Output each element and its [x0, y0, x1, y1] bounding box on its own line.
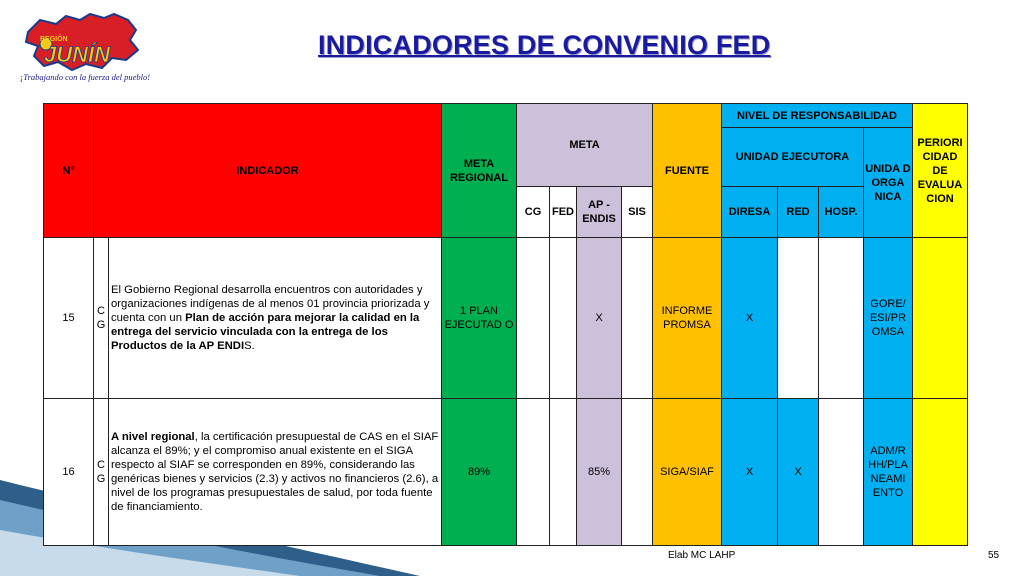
row-meta-fed	[550, 399, 577, 546]
header-num: N°	[44, 104, 94, 238]
indicador-bold-text: Plan de acción para mejorar la calidad en la entrega del servicio vinculada con la entrega de los Productos de la AP ENDI	[111, 312, 420, 352]
region-junin-logo	[18, 10, 151, 88]
header-unidad-organica: UNIDA D ORGA NICA	[864, 128, 913, 238]
footer-page-number: 55	[988, 550, 1000, 561]
row-periodicidad	[913, 399, 968, 546]
row-red	[778, 238, 819, 399]
row-meta-cg	[517, 238, 550, 399]
header-periodicidad: PERIORI CIDAD DE EVALUA CION	[913, 104, 968, 238]
header-red: RED	[778, 187, 819, 238]
row-hosp	[819, 399, 864, 546]
header-indicador: INDICADOR	[94, 104, 442, 238]
row-meta-fed	[550, 238, 577, 399]
header-diresa: DIRESA	[722, 187, 778, 238]
row-diresa: X	[722, 399, 778, 546]
row-fuente: INFORME PROMSA	[653, 238, 722, 399]
indicador-text: S.	[244, 340, 255, 352]
row-indicador	[109, 399, 442, 546]
indicador-text: , la certificación presupuestal de CAS en el SIAF alcanza el 89%; y el compromiso anual existente en el SIGA respecto al SIAF se corresponden en 89%, considerando las genéricas bienes y servicios (2.3) y activos no financieros (2.6), a nivel de los programas presupuestales de salud, por toda fuente de financiamiento.	[111, 431, 439, 513]
indicador-text: El Gobierno Regional desarrolla encuentros con autoridades y organizaciones indígenas de al menos 01 provincia priorizada y cuenta con un	[111, 284, 430, 324]
indicador-bold-text: A nivel regional	[111, 431, 195, 443]
header-fed: FED	[550, 187, 577, 238]
indicators-table	[43, 103, 968, 546]
header-ap-endis: AP - ENDIS	[577, 187, 622, 238]
row-meta-ap-endis: 85%	[577, 399, 622, 546]
row-periodicidad	[913, 238, 968, 399]
header-fuente: FUENTE	[653, 104, 722, 238]
header-nivel-responsabilidad: NIVEL DE RESPONSABILIDAD	[722, 104, 913, 128]
header-hosp: HOSP.	[819, 187, 864, 238]
row-fuente: SIGA/SIAF	[653, 399, 722, 546]
logo-small-text: REGIÓN	[40, 36, 68, 43]
header-meta-regional: META REGIONAL	[442, 104, 517, 238]
row-unidad-organica: GORE/ ESI/PR OMSA	[864, 238, 913, 399]
row-meta-sis	[622, 399, 653, 546]
footer-author: Elab MC LAHP	[668, 550, 736, 561]
row-num: 16	[44, 399, 94, 546]
row-cg-label: C G	[94, 399, 109, 546]
header-meta: META	[517, 104, 653, 187]
logo-tagline: ¡Trabajando con la fuerza del pueblo!	[20, 72, 151, 82]
header-cg: CG	[517, 187, 550, 238]
row-unidad-organica: ADM/R HH/PLA NEAMI ENTO	[864, 399, 913, 546]
table-row	[44, 238, 968, 399]
table-row	[44, 399, 968, 546]
row-meta-regional: 1 PLAN EJECUTAD O	[442, 238, 517, 399]
header-unidad-ejecutora: UNIDAD EJECUTORA	[722, 128, 864, 187]
logo-big-text: JUNÍN	[44, 42, 111, 67]
row-num: 15	[44, 238, 94, 399]
row-hosp	[819, 238, 864, 399]
row-meta-regional: 89%	[442, 399, 517, 546]
row-diresa: X	[722, 238, 778, 399]
row-red: X	[778, 399, 819, 546]
row-meta-ap-endis: X	[577, 238, 622, 399]
row-meta-sis	[622, 238, 653, 399]
page-title: INDICADORES DE CONVENIO FED	[318, 30, 771, 60]
row-meta-cg	[517, 399, 550, 546]
header-sis: SIS	[622, 187, 653, 238]
row-indicador	[109, 238, 442, 399]
row-cg-label: C G	[94, 238, 109, 399]
